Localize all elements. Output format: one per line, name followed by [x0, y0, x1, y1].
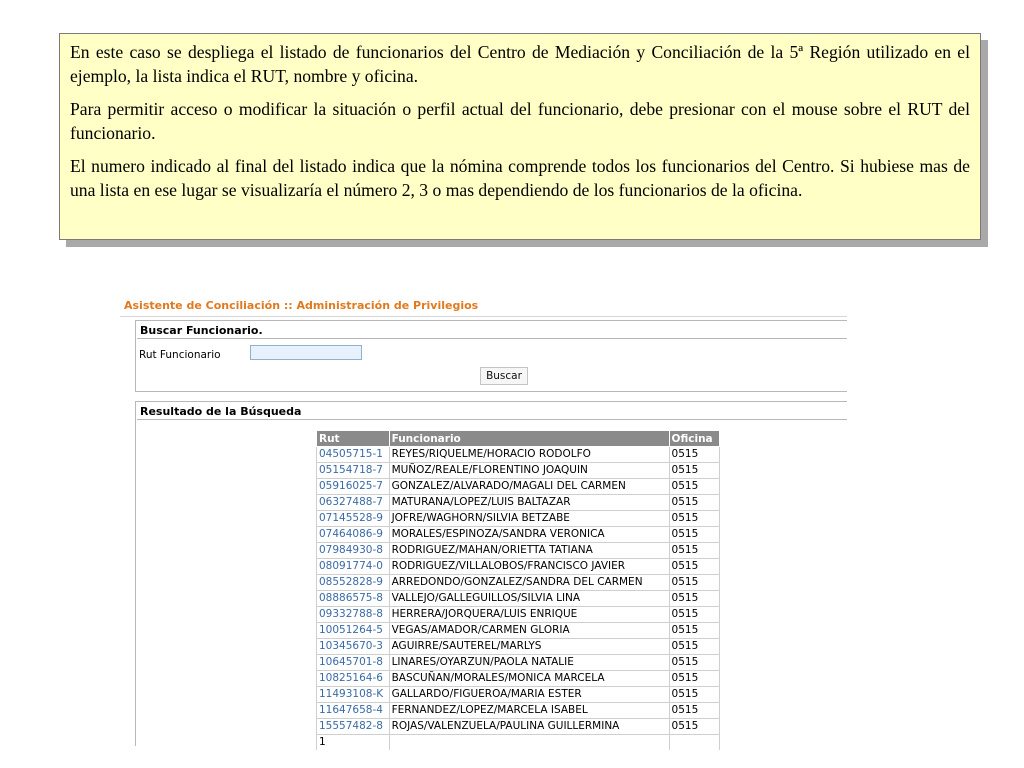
rut-cell: [317, 655, 390, 671]
rut-cell: [317, 447, 390, 463]
rut-link[interactable]: 04505715-1: [319, 448, 383, 460]
rut-cell: [317, 479, 390, 495]
table-row: [317, 655, 720, 671]
rut-cell: [317, 687, 390, 703]
column-header-oficina: Oficina: [669, 431, 719, 447]
table-row: [317, 591, 720, 607]
rut-field-label: Rut Funcionario: [139, 349, 221, 361]
rut-cell: [317, 527, 390, 543]
oficina-cell: 0515: [669, 671, 719, 687]
oficina-cell: 0515: [669, 559, 719, 575]
oficina-cell: 0515: [669, 463, 719, 479]
rut-cell: [317, 607, 390, 623]
funcionario-cell: RODRIGUEZ/MAHAN/ORIETTA TATIANA: [389, 543, 669, 559]
oficina-cell: 0515: [669, 527, 719, 543]
table-row: [317, 671, 720, 687]
rut-link[interactable]: 10825164-6: [319, 672, 383, 684]
table-row: [317, 687, 720, 703]
oficina-cell: 0515: [669, 703, 719, 719]
funcionario-cell: RODRIGUEZ/VILLALOBOS/FRANCISCO JAVIER: [389, 559, 669, 575]
rut-cell: [317, 703, 390, 719]
rut-link[interactable]: 07145528-9: [319, 512, 383, 524]
search-panel: [135, 320, 847, 392]
oficina-cell: 0515: [669, 719, 719, 735]
search-panel-header: Buscar Funcionario.: [137, 323, 847, 339]
funcionario-cell: BASCUÑAN/MORALES/MONICA MARCELA: [389, 671, 669, 687]
oficina-cell: 0515: [669, 655, 719, 671]
oficina-cell: 0515: [669, 479, 719, 495]
results-body: [317, 447, 720, 751]
results-panel: [135, 401, 847, 746]
title-divider: [120, 316, 847, 317]
rut-link[interactable]: 08091774-0: [319, 560, 383, 572]
column-header-funcionario: Funcionario: [389, 431, 669, 447]
rut-cell: [317, 623, 390, 639]
oficina-cell: 0515: [669, 511, 719, 527]
rut-link[interactable]: 10051264-5: [319, 624, 383, 636]
rut-cell: [317, 559, 390, 575]
oficina-cell: 0515: [669, 543, 719, 559]
funcionario-cell: VEGAS/AMADOR/CARMEN GLORIA: [389, 623, 669, 639]
rut-link[interactable]: 05154718-7: [319, 464, 383, 476]
rut-link[interactable]: 09332788-8: [319, 608, 383, 620]
results-panel-header: Resultado de la Búsqueda: [137, 404, 847, 420]
app-title: Asistente de Conciliación :: Administración de Privilegios: [124, 299, 479, 312]
funcionario-cell: MUÑOZ/REALE/FLORENTINO JOAQUIN: [389, 463, 669, 479]
callout-paragraph-1: En este caso se despliega el listado de funcionarios del Centro de Mediación y Conciliación de la 5ª Región utilizado en el ejemplo, la lista indica el RUT, nombre y oficina.: [70, 42, 970, 86]
funcionario-cell: VALLEJO/GALLEGUILLOS/SILVIA LINA: [389, 591, 669, 607]
rut-link[interactable]: 07464086-9: [319, 528, 383, 540]
results-table: [316, 430, 720, 750]
oficina-cell: 0515: [669, 591, 719, 607]
rut-cell: [317, 511, 390, 527]
callout-paragraph-2: Para permitir acceso o modificar la situación o perfil actual del funcionario, debe presionar con el mouse sobre el RUT del funcionario.: [70, 99, 970, 143]
rut-cell: [317, 719, 390, 735]
table-row: [317, 543, 720, 559]
oficina-cell: 0515: [669, 687, 719, 703]
table-header-row: [317, 431, 720, 447]
rut-link[interactable]: 15557482-8: [319, 720, 383, 732]
table-row: [317, 527, 720, 543]
oficina-cell: 0515: [669, 495, 719, 511]
table-row: [317, 447, 720, 463]
column-header-rut: Rut: [317, 431, 390, 447]
table-row: [317, 607, 720, 623]
rut-link[interactable]: 11493108-K: [319, 688, 384, 700]
rut-link[interactable]: 10345670-3: [319, 640, 383, 652]
rut-link[interactable]: 10645701-8: [319, 656, 383, 668]
funcionario-cell: MORALES/ESPINOZA/SANDRA VERONICA: [389, 527, 669, 543]
rut-cell: [317, 639, 390, 655]
rut-cell: [317, 463, 390, 479]
rut-link[interactable]: 08552828-9: [319, 576, 383, 588]
funcionario-cell: HERRERA/JORQUERA/LUIS ENRIQUE: [389, 607, 669, 623]
pager-row: [317, 735, 720, 751]
app-window: [120, 294, 847, 754]
callout-paragraph-3: El numero indicado al final del listado indica que la nómina comprende todos los funcionarios del Centro. Si hubiese mas de una lista en ese lugar se visualizaría el número 2, 3 o mas dependiendo de los funcionarios de la oficina.: [70, 156, 970, 200]
table-row: [317, 559, 720, 575]
funcionario-cell: JOFRE/WAGHORN/SILVIA BETZABE: [389, 511, 669, 527]
oficina-cell: 0515: [669, 623, 719, 639]
oficina-cell: 0515: [669, 447, 719, 463]
rut-cell: [317, 495, 390, 511]
funcionario-cell: REYES/RIQUELME/HORACIO RODOLFO: [389, 447, 669, 463]
table-row: [317, 623, 720, 639]
funcionario-cell: AGUIRRE/SAUTEREL/MARLYS: [389, 639, 669, 655]
rut-link[interactable]: 11647658-4: [319, 704, 383, 716]
table-row: [317, 511, 720, 527]
table-row: [317, 479, 720, 495]
pager-empty-cell: [669, 735, 719, 751]
oficina-cell: 0515: [669, 575, 719, 591]
table-row: [317, 703, 720, 719]
funcionario-cell: LINARES/OYARZUN/PAOLA NATALIE: [389, 655, 669, 671]
pager-empty-cell: [389, 735, 669, 751]
table-row: [317, 639, 720, 655]
table-row: [317, 575, 720, 591]
rut-cell: [317, 575, 390, 591]
rut-link[interactable]: 08886575-8: [319, 592, 383, 604]
oficina-cell: 0515: [669, 639, 719, 655]
funcionario-cell: GALLARDO/FIGUEROA/MARIA ESTER: [389, 687, 669, 703]
rut-link[interactable]: 07984930-8: [319, 544, 383, 556]
funcionario-cell: ROJAS/VALENZUELA/PAULINA GUILLERMINA: [389, 719, 669, 735]
funcionario-cell: MATURANA/LOPEZ/LUIS BALTAZAR: [389, 495, 669, 511]
table-row: [317, 463, 720, 479]
explanation-callout: [59, 33, 981, 240]
rut-input[interactable]: [250, 345, 362, 360]
rut-link[interactable]: 06327488-7: [319, 496, 383, 508]
table-row: [317, 495, 720, 511]
rut-cell: [317, 591, 390, 607]
table-row: [317, 719, 720, 735]
funcionario-cell: GONZALEZ/ALVARADO/MAGALI DEL CARMEN: [389, 479, 669, 495]
rut-cell: [317, 671, 390, 687]
page-number-link[interactable]: 1: [319, 736, 326, 748]
funcionario-cell: ARREDONDO/GONZALEZ/SANDRA DEL CARMEN: [389, 575, 669, 591]
rut-cell: [317, 543, 390, 559]
funcionario-cell: FERNANDEZ/LOPEZ/MARCELA ISABEL: [389, 703, 669, 719]
pager-cell: [317, 735, 390, 751]
oficina-cell: 0515: [669, 607, 719, 623]
rut-link[interactable]: 05916025-7: [319, 480, 383, 492]
search-button[interactable]: Buscar: [480, 367, 528, 385]
